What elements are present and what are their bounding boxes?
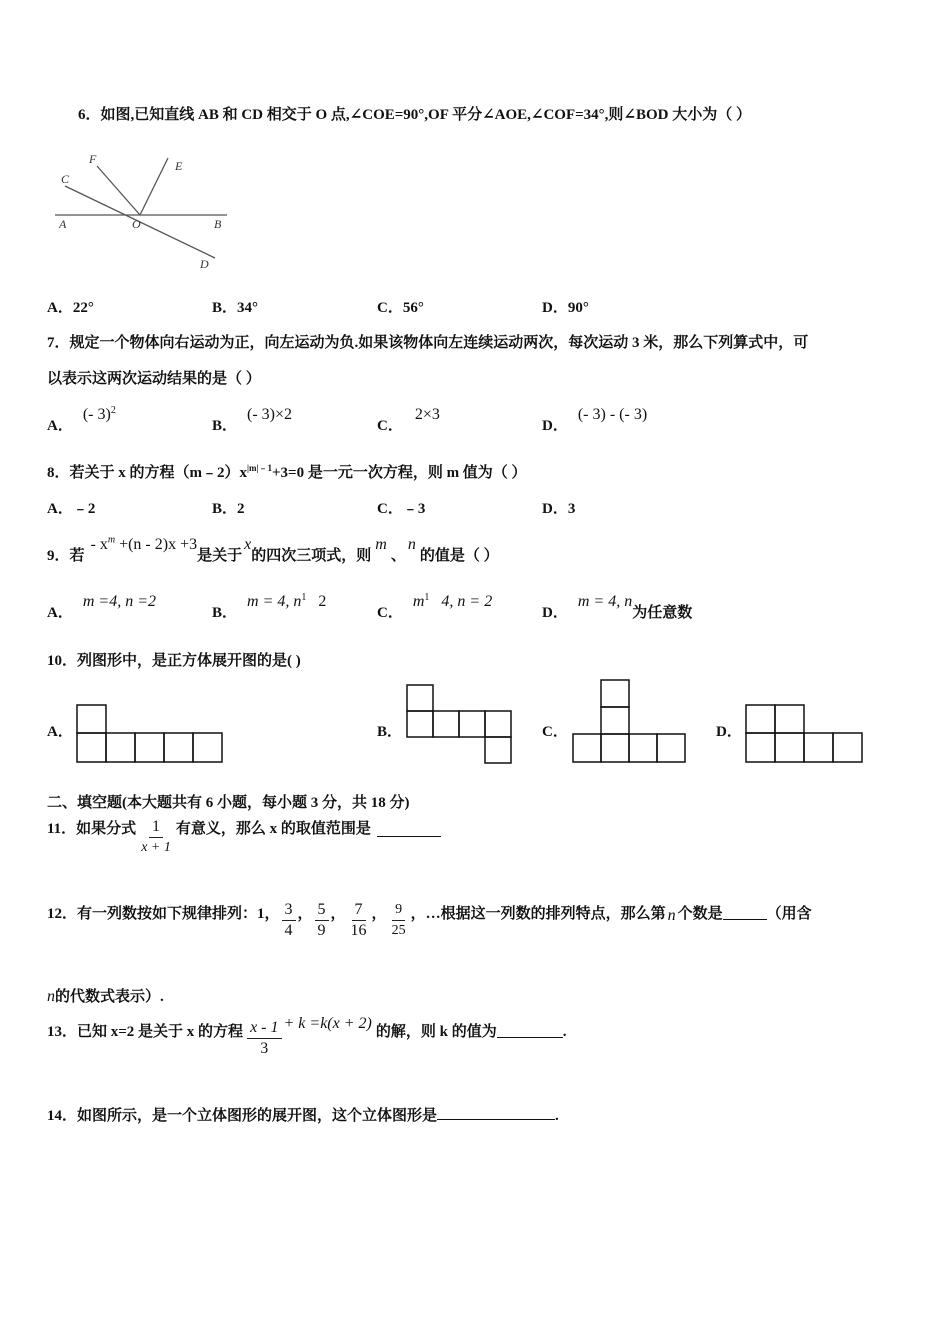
q12 [47, 902, 812, 939]
q9-label: 9．若 [47, 548, 85, 564]
q10-option-a-letter[interactable]: A． [47, 724, 73, 740]
option-text: 90° [567, 300, 589, 316]
q10-net-a [76, 704, 224, 764]
fraction-denominator: 3 [260, 1040, 269, 1057]
q13-end: . [562, 1023, 567, 1040]
option-letter: C． [377, 501, 403, 517]
q13-answer-blank[interactable] [497, 1023, 563, 1038]
q6-option-d[interactable] [542, 296, 589, 317]
q13-label: 13．已知 x=2 是关于 x 的方程 [47, 1023, 244, 1040]
q9-expr-a: - x [90, 536, 108, 553]
q7-option-d[interactable] [542, 403, 648, 434]
fraction-denominator: 4 [284, 922, 293, 939]
q12-line2 [47, 985, 164, 1006]
option-text: 2 [237, 501, 245, 517]
option-letter: B． [212, 605, 238, 621]
option-math: m = 4, n [247, 593, 302, 610]
q11-tail: 有意义，那么 x 的取值范围是 [175, 820, 371, 837]
option-math: m =4, n =2 [82, 593, 156, 610]
q12-fraction-1 [282, 902, 296, 939]
fraction-numerator: 9 [392, 902, 405, 921]
q12-line2-var: n [47, 988, 55, 1005]
fraction-denominator: x + 1 [141, 840, 171, 855]
q11 [47, 819, 441, 856]
option-after: 4, n = 2 [429, 593, 493, 610]
q11-label: 11．如果分式 [47, 820, 137, 837]
q10-option-d-letter[interactable]: D． [716, 724, 742, 740]
ray-oe [140, 158, 168, 215]
q12-tail3: （用含 [766, 905, 812, 922]
option-letter: D． [542, 418, 568, 434]
q11-answer-blank[interactable] [377, 822, 441, 837]
q13-equation-rest: + k =k(x + 2) [283, 1014, 372, 1032]
q12-comma: ， [371, 905, 387, 922]
option-text: ﹣2 [72, 501, 96, 517]
option-letter: A． [47, 501, 73, 517]
q10-net-c [572, 679, 688, 764]
q12-var-n: n [667, 906, 676, 924]
option-math: (- 3) [82, 406, 111, 423]
q12-comma: ， [297, 905, 313, 922]
q8-option-a[interactable] [47, 497, 95, 518]
q9-stem [47, 533, 499, 564]
q7-option-a[interactable] [47, 403, 116, 434]
option-text: 22° [72, 300, 94, 316]
q9-option-a[interactable] [47, 590, 156, 621]
q6-option-b[interactable] [212, 296, 258, 317]
q7-stem-line2: 以表示这两次运动结果的是（ ） [47, 371, 261, 387]
q9-mid2: 的四次三项式，则 [251, 548, 372, 564]
option-letter: B． [212, 300, 238, 316]
q14-answer-blank[interactable] [437, 1105, 555, 1120]
option-letter: D． [542, 501, 568, 517]
fraction-denominator: 9 [317, 922, 326, 939]
option-after: 2 [306, 593, 327, 610]
q10-option-b-letter[interactable]: B． [377, 724, 403, 740]
q9-mid: 是关于 [197, 548, 243, 564]
q12-answer-blank[interactable] [723, 905, 767, 920]
q12-fraction-4 [389, 902, 409, 939]
option-letter: C． [377, 418, 403, 434]
q7-stem-line1: 7．规定一个物体向右运动为正，向左运动为负.如果该物体向左连续运动两次，每次运动 3 米，那么下列算式中，可 [47, 335, 809, 351]
q10-option-c-letter[interactable]: C． [542, 724, 568, 740]
label-e: E [175, 159, 183, 173]
q13 [47, 1014, 567, 1057]
fraction-numerator: 7 [352, 902, 366, 921]
q8-option-c[interactable] [377, 497, 425, 518]
q6-stem: 6．如图,已知直线 AB 和 CD 相交于 O 点,∠COE=90°,OF 平分∠AOE,∠COF=34°,则∠BOD 大小为（ ） [78, 107, 751, 123]
q11-fraction [138, 819, 174, 856]
option-text: 56° [402, 300, 424, 316]
option-text: 34° [237, 300, 259, 316]
q12-tail: ，…根据这一列数的排列特点，那么第 [410, 905, 666, 922]
section-2-title: 二、填空题(本大题共有 6 小题，每小题 3 分，共 18 分) [47, 795, 410, 811]
q8-exponent: |m|﹣1 [247, 463, 272, 473]
option-sup: 1 [301, 592, 307, 603]
ray-of [97, 166, 140, 215]
fraction-denominator: 16 [350, 922, 367, 939]
q13-tail: 的解，则 k 的值为 [375, 1023, 497, 1040]
q9-option-c[interactable] [377, 590, 493, 621]
label-a: A [59, 217, 67, 231]
q8-option-b[interactable] [212, 497, 245, 518]
q6-option-a[interactable] [47, 296, 94, 317]
label-c: C [61, 172, 70, 186]
option-suffix: 为任意数 [632, 605, 693, 621]
q6-option-c[interactable] [377, 296, 424, 317]
q14-end: . [555, 1108, 559, 1124]
option-letter: C． [377, 300, 403, 316]
q8-stem [47, 461, 527, 482]
option-letter: B． [212, 501, 238, 517]
option-letter: A． [47, 418, 73, 434]
option-math: (- 3)×2 [247, 406, 293, 423]
q14 [47, 1104, 559, 1125]
q8-stem-pre: 8．若关于 x 的方程（m﹣2）x [47, 465, 247, 481]
q9-sep: 、 [390, 548, 406, 564]
option-math: (- 3) - (- 3) [577, 406, 648, 423]
q10-net-b [406, 684, 516, 764]
q8-option-d[interactable] [542, 497, 575, 518]
q9-var-m: m [375, 536, 387, 553]
q10-net-d [745, 704, 867, 764]
q14-stem: 14．如图所示，是一个立体图形的展开图，这个立体图形是 [47, 1108, 438, 1124]
fraction-numerator: 3 [282, 902, 296, 921]
option-letter: D． [542, 300, 568, 316]
option-letter: B． [212, 418, 238, 434]
option-text: 3 [567, 501, 576, 517]
q12-line2-text: 的代数式表示）. [55, 989, 164, 1005]
q7-option-c[interactable] [377, 403, 440, 434]
q9-var-n: n [407, 536, 416, 553]
label-d: D [200, 257, 209, 271]
q12-fraction-3 [348, 902, 370, 939]
label-b: B [214, 217, 222, 231]
q9-option-b[interactable] [212, 590, 327, 621]
q9-expr-sup: m [107, 534, 116, 546]
option-letter: C． [377, 605, 403, 621]
label-o: O [132, 217, 141, 231]
q8-stem-post: +3=0 是一元一次方程，则 m 值为（ ） [271, 465, 527, 481]
label-f: F [89, 152, 97, 166]
q9-expr-b: +(n - 2)x +3 [115, 536, 198, 553]
q6-figure [55, 150, 235, 275]
q12-label: 12．有一列数按如下规律排列：1， [47, 905, 280, 922]
option-math: m = 4, n [577, 593, 633, 610]
fraction-numerator: 1 [149, 819, 163, 838]
q7-option-b[interactable] [212, 403, 293, 434]
option-letter: A． [47, 605, 73, 621]
option-math: 2×3 [414, 406, 440, 423]
q13-fraction [247, 1020, 281, 1057]
option-letter: D． [542, 605, 568, 621]
q12-comma: ， [330, 905, 346, 922]
option-letter: A． [47, 300, 73, 316]
q12-tail2: 个数是 [677, 905, 723, 922]
option-sup: 1 [424, 592, 430, 603]
fraction-denominator: 25 [391, 923, 406, 938]
option-text: ﹣3 [402, 501, 426, 517]
q12-fraction-2 [315, 902, 329, 939]
option-math: m [412, 593, 425, 610]
fraction-numerator: x - 1 [247, 1020, 281, 1039]
q9-var-x: x [244, 536, 252, 553]
q9-option-d[interactable] [542, 590, 693, 621]
option-sup: 2 [110, 405, 116, 416]
q10-stem: 10．列图形中，是正方体展开图的是( ) [47, 653, 301, 669]
q9-tail: 的值是（ ） [419, 548, 499, 564]
fraction-numerator: 5 [315, 902, 329, 921]
